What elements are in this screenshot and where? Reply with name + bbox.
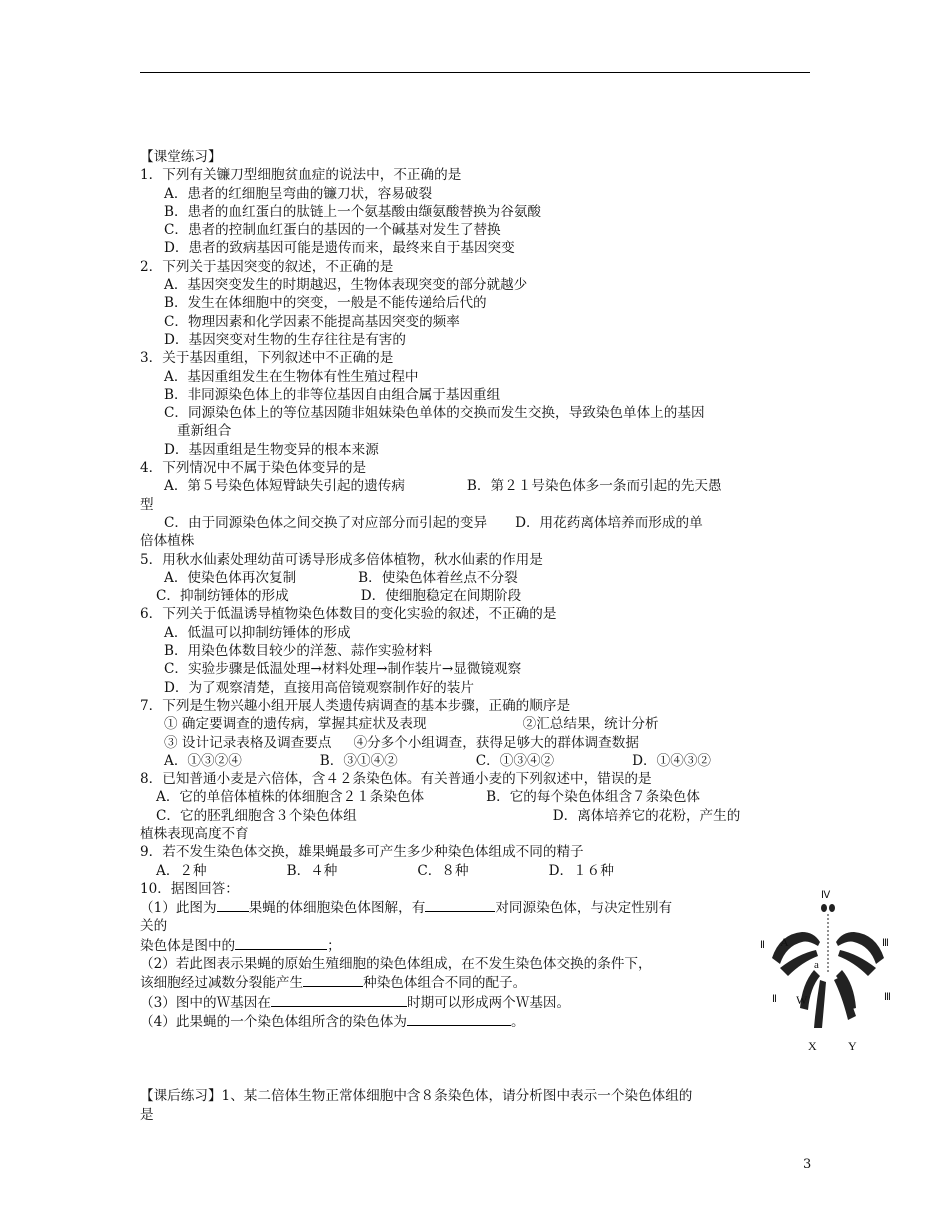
- option-c: C．①③④②: [475, 752, 555, 769]
- option-a: A．低温可以抑制纺锤体的形成: [164, 624, 351, 641]
- option-c: C．物理因素和化学因素不能提高基因突变的频率: [164, 313, 460, 330]
- option-b: B．它的每个染色体组含７条染色体: [486, 789, 701, 806]
- question-10: [140, 880, 812, 1031]
- option-c: C．它的胚乳细胞含３个染色体组: [156, 807, 357, 824]
- page-number: 3: [803, 1157, 812, 1172]
- part-1-text: 对同源染色体，与决定性别有: [495, 900, 673, 917]
- part-2-text: 该细胞经过减数分裂能产生: [140, 975, 304, 992]
- step-2: ②汇总结果，统计分析: [522, 716, 659, 733]
- answer-blank[interactable]: [217, 898, 249, 912]
- answer-blank[interactable]: [407, 1012, 511, 1026]
- option-b-continued: 型: [140, 496, 154, 513]
- header-rule: [140, 72, 810, 73]
- step-3: ③ 设计记录表格及调查要点: [164, 734, 332, 751]
- option-d-continued: 植株表现高度不育: [140, 825, 249, 842]
- question-stem: 2．下列关于基因突变的叙述，不正确的是: [140, 258, 394, 275]
- answer-blank[interactable]: [425, 898, 495, 912]
- question-stem: 7．下列是生物兴趣小组开展人类遗传病调查的基本步骤，正确的顺序是: [140, 697, 571, 714]
- part-2-text: 种染色体组合不同的配子。: [363, 975, 527, 992]
- question-8: [140, 770, 812, 843]
- label-ii-lower: Ⅱ: [772, 994, 777, 1005]
- chromosome-shapes: [772, 904, 884, 1028]
- label-x: X: [808, 1039, 817, 1053]
- option-c: C．８种: [417, 862, 469, 879]
- question-6: [140, 605, 812, 696]
- question-stem: 1．下列有关镰刀型细胞贫血症的说法中，不正确的是: [140, 167, 462, 184]
- option-b: B．③①④②: [319, 752, 398, 769]
- practice-title: 【课堂练习】: [140, 149, 222, 165]
- option-b: B．非同源染色体上的非等位基因自由组合属于基因重组: [164, 386, 501, 403]
- part-4-text: （4）此果蝇的一个染色体组所含的染色体为: [140, 1013, 407, 1030]
- option-a: A．基因重组发生在生物体有性生殖过程中: [164, 368, 419, 385]
- option-d: D．基因突变对生物的生存往往是有害的: [164, 331, 406, 348]
- question-3: [140, 349, 812, 459]
- question-7: [140, 697, 812, 770]
- gene-label-w: W: [796, 993, 808, 1007]
- fruit-fly-chromosome-diagram: [758, 884, 898, 1054]
- question-2: [140, 258, 812, 349]
- option-d: D．为了观察清楚，直接用高倍镜观察制作好的装片: [164, 679, 474, 696]
- question-1: [140, 166, 812, 257]
- answer-blank[interactable]: [303, 973, 363, 987]
- option-b: B．用染色体数目较少的洋葱、蒜作实验材料: [164, 643, 433, 660]
- option-a: A．患者的红细胞呈弯曲的镰刀状，容易破裂: [164, 185, 433, 202]
- label-y: Y: [848, 1039, 857, 1053]
- option-c-continued: 重新组合: [177, 423, 232, 440]
- option-a: A．第５号染色体短臂缺失引起的遗传病: [164, 478, 405, 495]
- part-2-text: （2）若此图表示果蝇的原始生殖细胞的染色体组成，在不发生染色体交换的条件下，: [140, 956, 652, 973]
- question-stem: 5．用秋水仙素处理幼苗可诱导形成多倍体植物，秋水仙素的作用是: [140, 551, 543, 568]
- question-stem: 4．下列情况中不属于染色体变异的是: [140, 460, 367, 477]
- option-d: D．使细胞稳定在间期阶段: [360, 588, 522, 605]
- option-b: B．患者的血红蛋白的肽链上一个氨基酸由缬氨酸替换为谷氨酸: [164, 203, 542, 220]
- question-stem: 10．据图回答：: [140, 880, 239, 897]
- part-1-text: 果蝇的体细胞染色体图解，有: [248, 900, 426, 917]
- option-d: D．１６种: [548, 862, 614, 879]
- option-a: A．①③②④: [164, 752, 242, 769]
- option-a: A．它的单倍体植株的体细胞含２１条染色体: [156, 789, 425, 806]
- part-1-text: ；: [327, 937, 341, 954]
- question-4: [140, 459, 812, 550]
- option-a: A．使染色体再次复制: [164, 569, 297, 586]
- option-a: A．基因突变发生的时期越迟，生物体表现突变的部分就越少: [164, 277, 528, 294]
- exercise-content: [140, 148, 812, 1124]
- option-b: B．发生在体细胞中的突变，一般是不能传递给后代的: [164, 295, 487, 312]
- label-iii-upper: Ⅲ: [882, 938, 889, 949]
- part-1-text: 染色体是图中的: [140, 937, 236, 954]
- gene-label-a-upper: A: [780, 935, 789, 949]
- option-d: D．基因重组是生物变异的根本来源: [164, 441, 379, 458]
- option-b: B．４种: [286, 862, 338, 879]
- option-c: C．同源染色体上的等位基因随非姐妹染色单体的交换而发生交换，导致染色单体上的基因: [164, 405, 705, 422]
- label-iii-lower: Ⅲ: [884, 992, 891, 1003]
- part-3-text: 时期可以形成两个Ｗ基因。: [407, 994, 571, 1011]
- label-ii-upper: Ⅱ: [760, 940, 765, 951]
- option-d-continued: 倍体植株: [140, 533, 195, 550]
- homework-section: [140, 1087, 812, 1124]
- label-iv: Ⅳ: [821, 890, 831, 901]
- question-stem: 8．已知普通小麦是六倍体，含４２条染色体。有关普通小麦的下列叙述中，错误的是: [140, 771, 652, 788]
- gene-label-a-lower: a: [814, 959, 819, 971]
- part-3-text: （3）图中的Ｗ基因在: [140, 994, 271, 1011]
- part-1-text: （1）此图为: [140, 900, 217, 917]
- option-b: B．使染色体着丝点不分裂: [358, 569, 518, 586]
- option-c: C．实验步骤是低温处理→材料处理→制作装片→显微镜观察: [164, 661, 522, 678]
- answer-blank[interactable]: [271, 993, 407, 1007]
- part-1-text: 关的: [140, 918, 168, 935]
- answer-blank[interactable]: [235, 936, 327, 950]
- question-5: [140, 551, 812, 606]
- step-1: ① 确定要调查的遗传病，掌握其症状及表现: [164, 716, 427, 733]
- option-c: C．抑制纺锤体的形成: [156, 588, 289, 605]
- question-stem: 6．下列关于低温诱导植物染色体数目的变化实验的叙述，不正确的是: [140, 606, 557, 623]
- option-d: D．①④③②: [632, 752, 712, 769]
- step-4: ④分多个小组调查，获得足够大的群体调查数据: [353, 734, 639, 751]
- option-c: C．患者的控制血红蛋白的基因的一个碱基对发生了替换: [164, 222, 501, 239]
- homework-line: 是: [140, 1106, 154, 1123]
- option-d: D．离体培养它的花粉，产生的: [552, 807, 741, 824]
- homework-line: 【课后练习】1、某二倍体生物正常体细胞中含８条染色体，请分析图中表示一个染色体组的: [140, 1088, 693, 1105]
- option-c: C．由于同源染色体之间交换了对应部分而引起的变异: [164, 514, 488, 531]
- part-4-text: 。: [510, 1013, 525, 1030]
- option-d: D．患者的致病基因可能是遗传而来，最终来自于基因突变: [164, 240, 515, 257]
- question-stem: 3．关于基因重组，下列叙述中不正确的是: [140, 350, 394, 367]
- question-stem: 9．若不发生染色体交换，雄果蝇最多可产生多少种染色体组成不同的精子: [140, 844, 584, 861]
- chromosome-iv-right: [829, 904, 835, 912]
- chromosome-iv-left: [821, 904, 827, 912]
- option-d: D．用花药离体培养而形成的单: [515, 514, 703, 531]
- option-b: B．第２１号染色体多一条而引起的先天愚: [466, 478, 722, 495]
- chromosome-x: [814, 980, 826, 1028]
- question-9: [140, 843, 812, 880]
- option-a: A．２种: [156, 862, 207, 879]
